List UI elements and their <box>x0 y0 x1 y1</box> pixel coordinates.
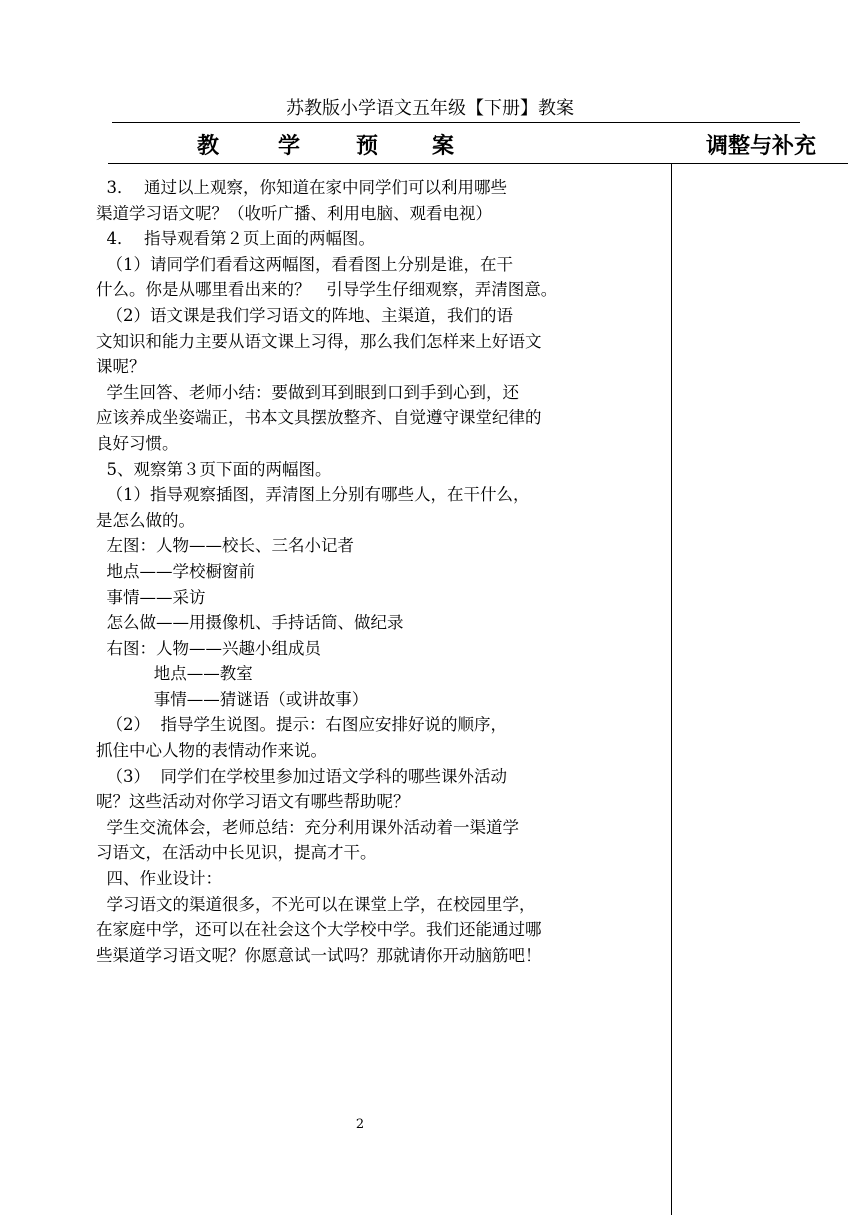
body-line: 些渠道学习语文呢？你愿意试一试吗？那就请你开动脑筋吧！ <box>96 945 542 965</box>
body-line: （2）语文课是我们学习语文的阵地、主渠道，我们的语 <box>96 305 513 325</box>
body-line: 5、观察第３页下面的两幅图。 <box>96 459 332 479</box>
body-line: 习语文，在活动中长见识，提高才干。 <box>96 843 377 863</box>
body-line: 4． 指导观看第２页上面的两幅图。 <box>96 229 375 249</box>
left-column-title-char: 案 <box>432 134 455 159</box>
body-line: 左图：人物——校长、三名小记者 <box>96 536 354 556</box>
body-line: 地点——教室 <box>96 664 253 684</box>
body-line: （2） 指导学生说图。提示：右图应安排好说的顺序， <box>96 715 507 735</box>
body-line: 怎么做——用摄像机、手持话筒、做纪录 <box>96 613 404 633</box>
body-line: （1）指导观察插图，弄清图上分别有哪些人，在干什么， <box>96 485 530 505</box>
body-line: 学生回答、老师小结：要做到耳到眼到口到手到心到，还 <box>96 382 519 402</box>
body-line: 呢？这些活动对你学习语文有哪些帮助呢？ <box>96 792 410 812</box>
left-column-title-char: 学 <box>278 134 301 159</box>
body-line: 事情——采访 <box>96 587 206 607</box>
body-line: 右图：人物——兴趣小组成员 <box>96 638 321 658</box>
body-line: 良好习惯。 <box>96 433 179 453</box>
lesson-plan-body <box>96 175 644 968</box>
right-column-title: 调整与补充 <box>706 134 817 159</box>
body-line: 学生交流体会，老师总结：充分利用课外活动着一渠道学 <box>96 817 519 837</box>
body-line: 应该养成坐姿端正，书本文具摆放整齐、自觉遵守课堂纪律的 <box>96 408 542 428</box>
table-top-rule <box>108 163 848 164</box>
body-line: 在家庭中学，还可以在社会这个大学校中学。我们还能通过哪 <box>96 920 542 940</box>
page-number: 2 <box>355 1117 365 1132</box>
body-line: 四、作业设计： <box>96 869 222 889</box>
body-line: 地点——学校橱窗前 <box>96 561 255 581</box>
body-line: （1）请同学们看看这两幅图，看看图上分别是谁，在干 <box>96 254 513 274</box>
body-line: 是怎么做的。 <box>96 510 195 530</box>
body-line: 课呢？ <box>96 357 146 377</box>
body-line: 渠道学习语文呢？（收听广播、利用电脑、观看电视） <box>96 203 492 223</box>
left-column-title-char: 预 <box>356 134 379 159</box>
body-line: 文知识和能力主要从语文课上习得，那么我们怎样来上好语文 <box>96 331 542 351</box>
body-line: 学习语文的渠道很多，不光可以在课堂上学，在校园里学， <box>96 894 536 914</box>
body-line: 事情——猜谜语（或讲故事） <box>96 689 369 709</box>
left-column-title <box>0 133 860 161</box>
body-line: （3） 同学们在学校里参加过语文学科的哪些课外活动 <box>96 766 507 786</box>
body-line: 3． 通过以上观察，你知道在家中同学们可以利用哪些 <box>96 178 507 197</box>
header-rule <box>112 122 800 123</box>
document-header-title: 苏教版小学语文五年级【下册】教案 <box>286 98 574 119</box>
body-line: 抓住中心人物的表情动作来说。 <box>96 741 327 761</box>
column-divider <box>671 163 672 1215</box>
body-line: 什么。你是从哪里看出来的？ 引导学生仔细观察，弄清图意。 <box>96 280 558 300</box>
left-column-title-char: 教 <box>197 134 220 159</box>
